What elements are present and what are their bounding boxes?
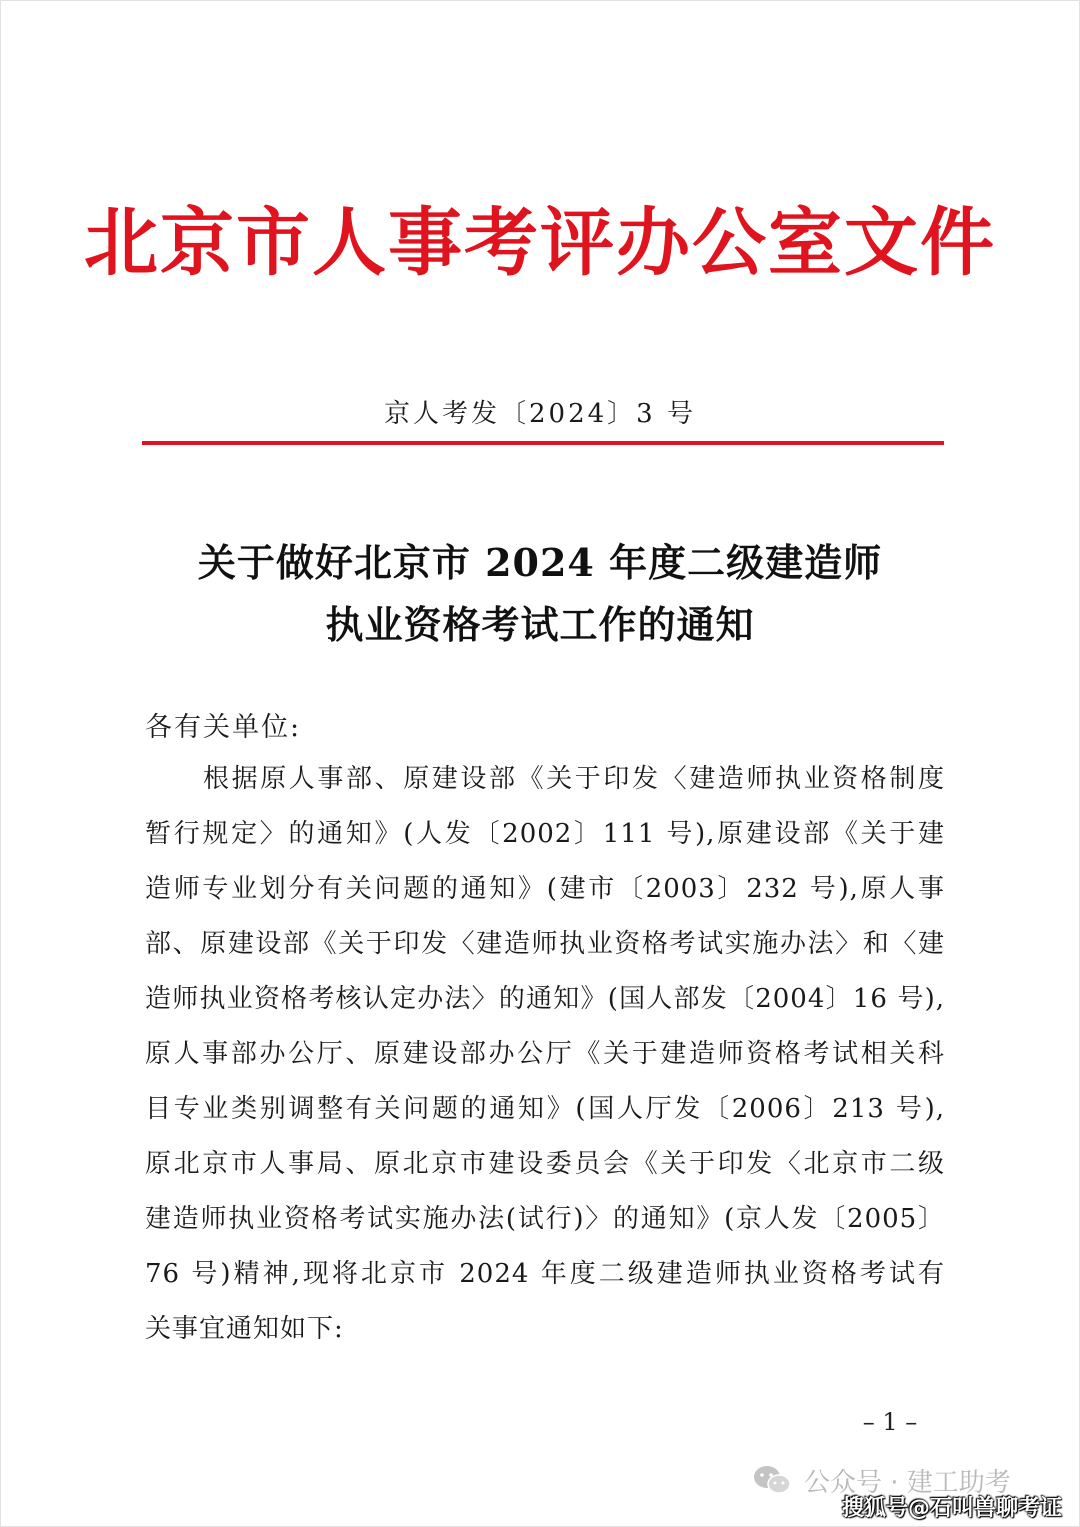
body-line: 目专业类别调整有关问题的通知》(国人厅发〔2006〕213 号), <box>145 1094 945 1124</box>
document-number: 京人考发〔2024〕3 号 <box>384 399 696 429</box>
body-line: 关事宜通知如下: <box>145 1314 344 1344</box>
issuer-header: 北京市人事考评办公室文件 <box>84 200 996 286</box>
body-line: 建造师执业资格考试实施办法(试行)〉的通知》(京人发〔2005〕 <box>145 1204 945 1234</box>
body-paragraph <box>145 752 945 1357</box>
body-line: 原北京市人事局、原北京市建设委员会《关于印发〈北京市二级 <box>145 1149 945 1179</box>
wechat-label: 公众号 · 建工助考 <box>804 1467 1011 1498</box>
sohu-watermark: 搜狐号@石叫兽聊考证 <box>842 1496 1063 1521</box>
body-line: 造师专业划分有关问题的通知》(建市〔2003〕232 号),原人事 <box>145 874 945 904</box>
page-number: – 1 – <box>862 1408 918 1436</box>
body-line: 76 号)精神,现将北京市 2024 年度二级建造师执业资格考试有 <box>145 1259 945 1289</box>
body-line: 暂行规定〉的通知》(人发〔2002〕111 号),原建设部《关于建 <box>145 819 945 849</box>
body-line: 根据原人事部、原建设部《关于印发〈建造师执业资格制度 <box>203 764 945 794</box>
addressee: 各有关单位: <box>145 712 302 743</box>
wechat-icon <box>752 1464 792 1496</box>
red-divider <box>142 441 944 445</box>
title-line-2: 执业资格考试工作的通知 <box>325 602 755 647</box>
title-line-1: 关于做好北京市 2024 年度二级建造师 <box>197 540 883 585</box>
body-line: 部、原建设部《关于印发〈建造师执业资格考试实施办法〉和〈建 <box>145 929 945 959</box>
body-line: 造师执业资格考核认定办法〉的通知》(国人部发〔2004〕16 号), <box>145 984 945 1014</box>
document-title <box>0 532 1080 656</box>
body-line: 原人事部办公厅、原建设部办公厅《关于建造师资格考试相关科 <box>145 1039 945 1069</box>
